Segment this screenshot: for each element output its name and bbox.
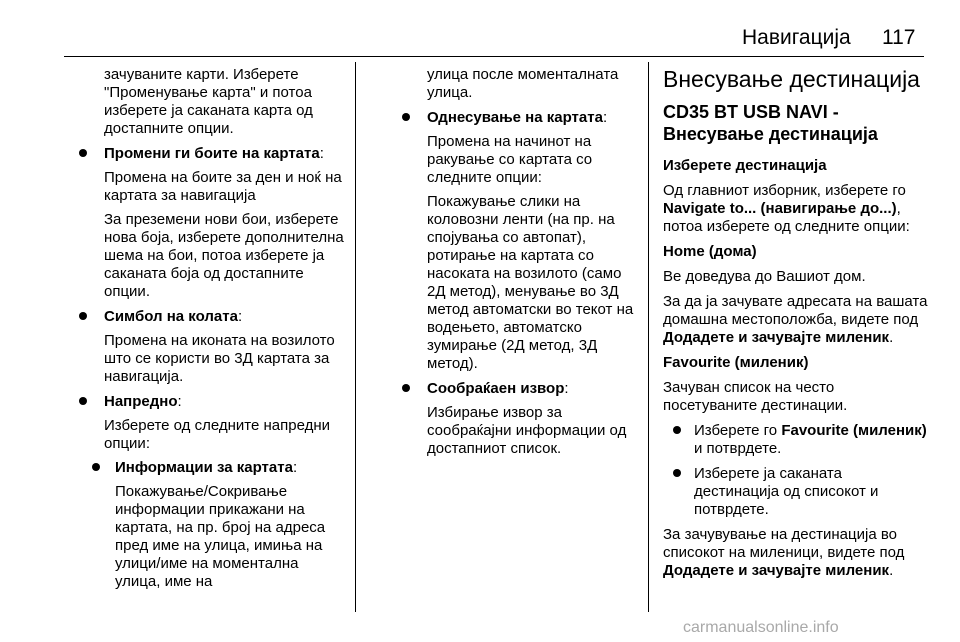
menu-reference: Navigate to... (навигирање до...) bbox=[663, 200, 897, 217]
item-suffix: : bbox=[602, 109, 608, 126]
topic-heading: Home (дома) bbox=[663, 243, 757, 260]
body-text: Зачуван список на често посетуваните дестинации. bbox=[663, 379, 848, 414]
item-label: Напредно bbox=[104, 393, 178, 410]
middle-intro: улица после моменталната улица. bbox=[427, 66, 619, 101]
list-item bbox=[388, 109, 643, 373]
left-intro: зачуваните карти. Изберете "Променување карта" и потоа изберете ја саканата карта од достапните опции. bbox=[104, 66, 313, 137]
topic-heading: Favourite (миленик) bbox=[663, 354, 809, 371]
item-text: За преземени нови бои, изберете нова боја, изберете дополнителна шема на бои, потоа изберете ја саканата боја од достапните опции. bbox=[104, 211, 344, 300]
body-text: и потврдете. bbox=[694, 440, 782, 457]
body-text: За да ја зачувате адресата на вашата домашна местоположба, видете под bbox=[663, 293, 928, 328]
subsection-heading: CD35 BT USB NAVI - Внесување дестинација bbox=[663, 102, 878, 144]
watermark: carmanualsonline.info bbox=[683, 619, 839, 636]
item-suffix: : bbox=[319, 145, 324, 162]
item-label: Сообраќаен извор bbox=[427, 380, 565, 397]
item-suffix: : bbox=[292, 459, 298, 476]
page-header bbox=[0, 0, 960, 62]
list-item bbox=[65, 145, 345, 301]
item-label: Информации за картата bbox=[115, 459, 293, 476]
body-text: Ве доведува до Вашиот дом. bbox=[663, 268, 866, 285]
middle-column bbox=[388, 66, 643, 465]
list-item bbox=[663, 422, 931, 458]
bullet-icon bbox=[79, 149, 87, 157]
item-suffix: : bbox=[564, 380, 569, 397]
topic-heading: Изберете дестинација bbox=[663, 157, 827, 174]
cross-reference: Додадете и зачувајте миленик bbox=[663, 562, 890, 579]
page-number: 117 bbox=[882, 26, 916, 49]
item-text: Избирање извор за сообраќајни информации од достапниот список. bbox=[427, 404, 627, 457]
item-text: Покажување слики на коловозни ленти (на пр. на спојувања со автопат), ротирање на картата со насоката на возилото (само 2Д метод), менување во 3Д метод автоматски во текот на водењето, автоматско зумирање (2Д метод, 3Д метод). bbox=[427, 193, 634, 372]
item-text: Промена на боите за ден и ноќ на картата за навигација bbox=[104, 169, 342, 204]
bullet-icon bbox=[673, 426, 681, 434]
item-label: Промени ги боите на картата bbox=[104, 145, 320, 162]
list-item bbox=[388, 380, 643, 458]
item-label: Однесување на картата bbox=[427, 109, 603, 126]
right-column bbox=[663, 66, 931, 587]
sub-list-item bbox=[65, 459, 345, 591]
item-text: Промена на иконата на возилото што се користи во 3Д картата за навигација. bbox=[104, 332, 335, 385]
header-divider bbox=[64, 56, 924, 57]
bullet-icon bbox=[92, 463, 100, 471]
item-text: Промена на начинот на ракување со картата со следните опции: bbox=[427, 133, 593, 186]
bullet-icon bbox=[402, 113, 410, 121]
body-text: , потоа изберете од следните опции: bbox=[663, 200, 910, 235]
column-divider-right bbox=[648, 62, 649, 612]
bullet-icon bbox=[79, 312, 87, 320]
item-text: Изберете од следните напредни опции: bbox=[104, 417, 330, 452]
list-item bbox=[65, 393, 345, 591]
list-item bbox=[65, 308, 345, 386]
section-title: Навигација bbox=[742, 26, 851, 49]
list-item bbox=[663, 465, 931, 519]
item-suffix: : bbox=[237, 308, 243, 325]
bullet-icon bbox=[673, 469, 681, 477]
menu-reference: Favourite (миленик) bbox=[781, 422, 927, 439]
body-text: Од главниот изборник, изберете го bbox=[663, 182, 906, 199]
body-text: За зачувување на дестинација во списокот на миленици, видете под bbox=[663, 526, 905, 561]
punctuation: . bbox=[889, 562, 894, 579]
item-label: Симбол на колата bbox=[104, 308, 238, 325]
section-heading: Внесување дестинација bbox=[663, 66, 920, 92]
body-text: Изберете го bbox=[694, 422, 778, 439]
item-suffix: : bbox=[177, 393, 182, 410]
punctuation: . bbox=[889, 329, 894, 346]
body-text: Изберете ја саканата дестинација од списокот и потврдете. bbox=[694, 465, 879, 518]
cross-reference: Додадете и зачувајте миленик bbox=[663, 329, 890, 346]
bullet-icon bbox=[79, 397, 87, 405]
left-column bbox=[65, 66, 345, 598]
bullet-icon bbox=[402, 384, 410, 392]
column-divider-left bbox=[355, 62, 356, 612]
item-text: Покажување/Сокривање информации прикажани на картата, на пр. број на адреса пред име на улица, имиња на улици/име на моментална улица, име на bbox=[115, 483, 326, 590]
